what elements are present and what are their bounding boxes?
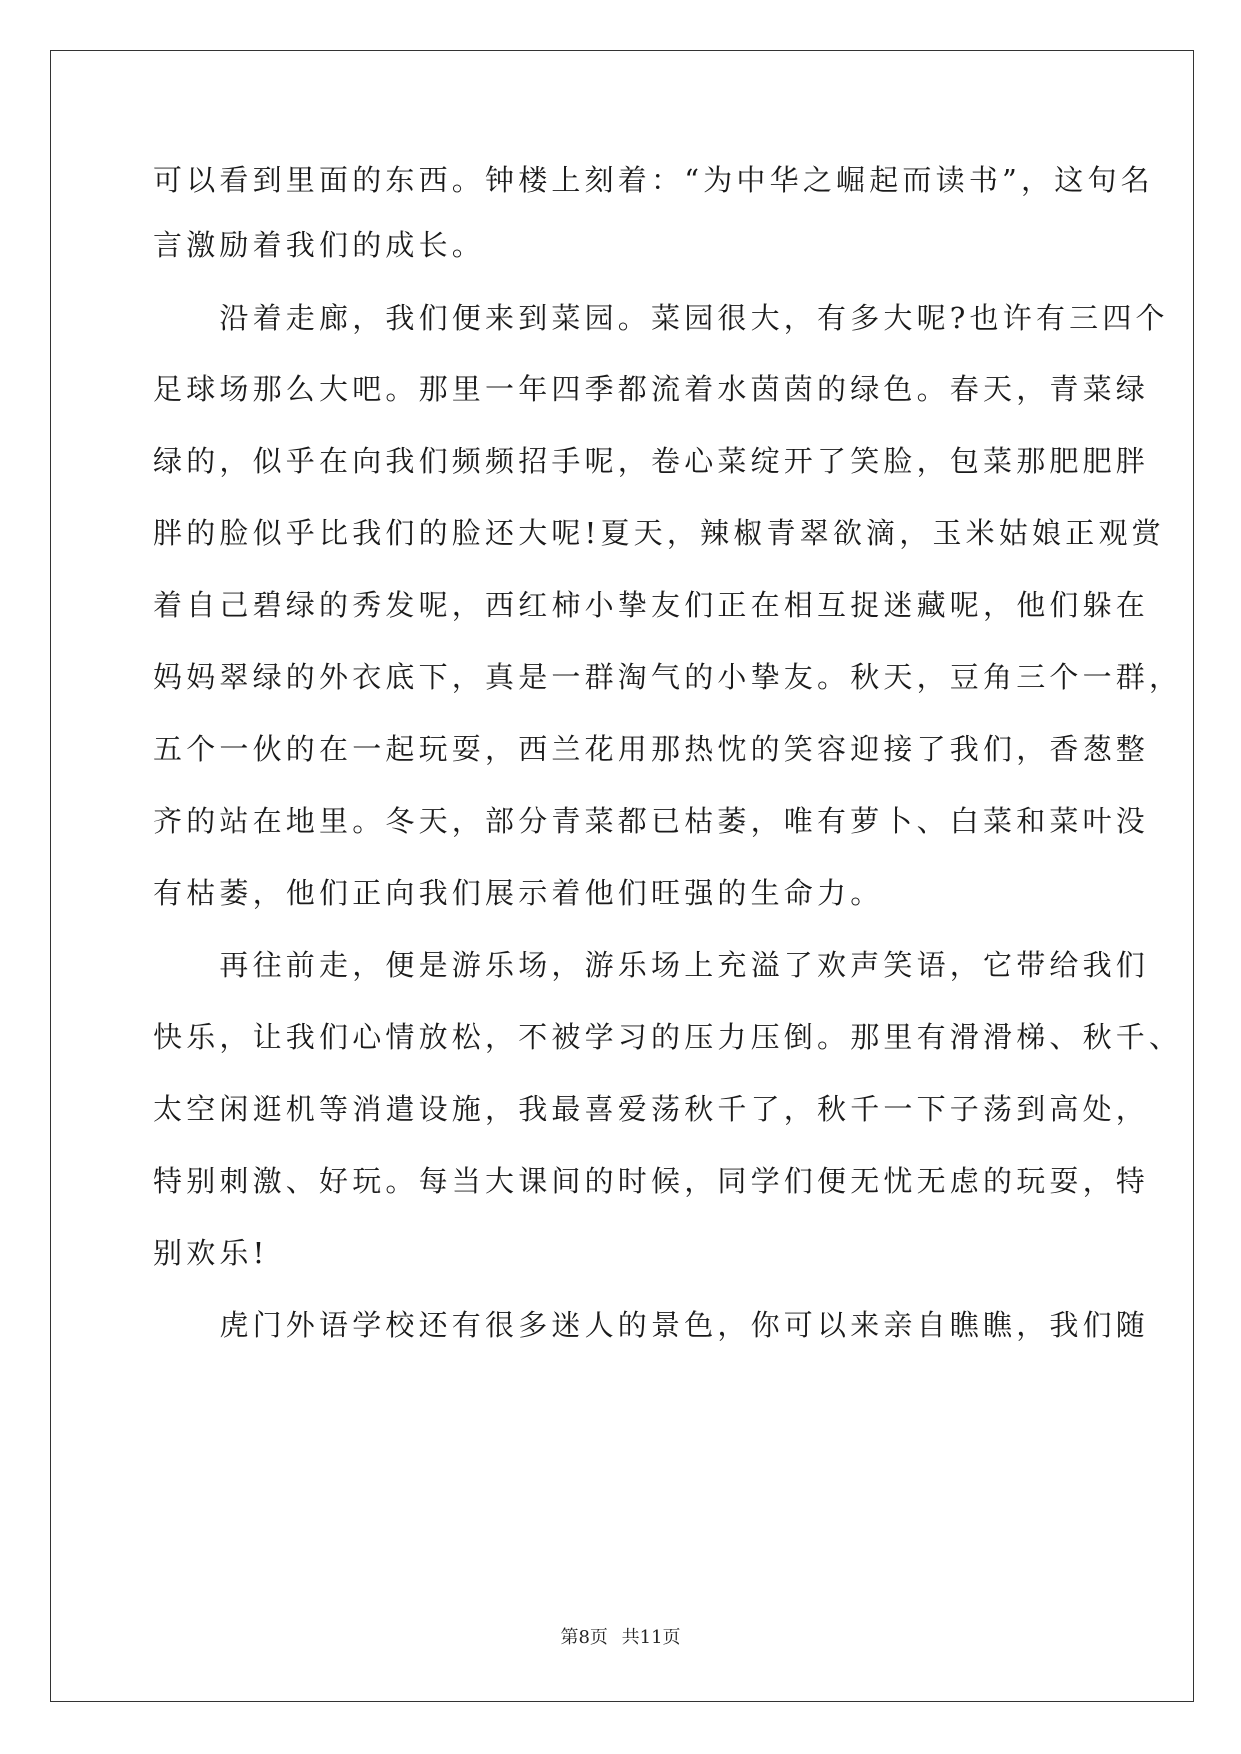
body-line-2: 言激励着我们的成长。 [153, 228, 486, 262]
body-line-12: 再往前走，便是游乐场，游乐场上充溢了欢声笑语，它带给我们 [153, 948, 1150, 982]
body-line-17: 虎门外语学校还有很多迷人的景色，你可以来亲自瞧瞧，我们随 [153, 1308, 1150, 1342]
body-line-8: 妈妈翠绿的外衣底下，真是一群淘气的小挚友。秋天，豆角三个一群， [153, 660, 1183, 694]
body-line-6: 胖的脸似乎比我们的脸还大呢!夏天，辣椒青翠欲滴，玉米姑娘正观赏 [153, 516, 1165, 550]
page-footer [0, 1626, 1241, 1650]
body-line-15: 特别刺激、好玩。每当大课间的时候，同学们便无忧无虑的玩耍，特 [153, 1164, 1150, 1198]
body-line-9: 五个一伙的在一起玩耍，西兰花用那热忱的笑容迎接了我们，香葱整 [153, 732, 1150, 766]
page-number: 第8页 [560, 1627, 608, 1648]
body-line-5: 绿的，似乎在向我们频频招手呢，卷心菜绽开了笑脸，包菜那肥肥胖 [153, 444, 1150, 478]
body-line-14: 太空闲逛机等消遣设施，我最喜爱荡秋千了，秋千一下子荡到高处， [153, 1092, 1150, 1126]
body-line-16: 别欢乐! [153, 1236, 269, 1270]
body-line-11: 有枯萎，他们正向我们展示着他们旺强的生命力。 [153, 876, 884, 910]
body-line-13: 快乐，让我们心情放松，不被学习的压力压倒。那里有滑滑梯、秋千、 [153, 1020, 1183, 1054]
body-line-1: 可以看到里面的东西。钟楼上刻着：“为中华之崛起而读书”，这句名 [153, 163, 1154, 197]
body-line-4: 足球场那么大吧。那里一年四季都流着水茵茵的绿色。春天，青菜绿 [153, 372, 1150, 406]
body-line-3: 沿着走廊，我们便来到菜园。菜园很大，有多大呢?也许有三四个 [153, 301, 1169, 335]
page-total: 共11页 [621, 1627, 681, 1648]
body-line-7: 着自己碧绿的秀发呢，西红柿小挚友们正在相互捉迷藏呢，他们躲在 [153, 588, 1150, 622]
body-line-10: 齐的站在地里。冬天，部分青菜都已枯萎，唯有萝卜、白菜和菜叶没 [153, 804, 1150, 838]
